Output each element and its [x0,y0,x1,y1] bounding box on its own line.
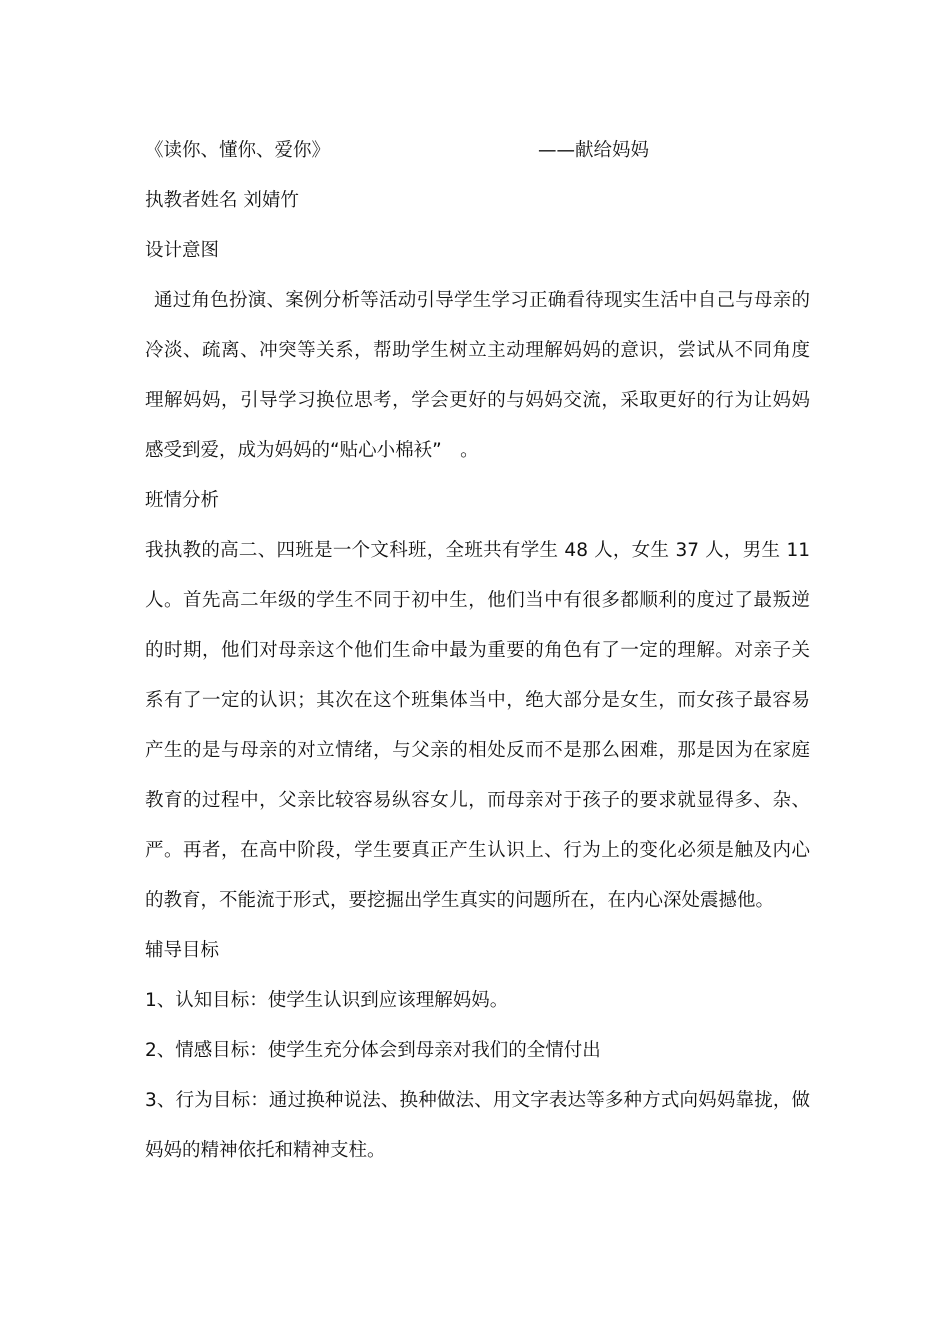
goal-item-cognitive: 1、认知目标：使学生认识到应该理解妈妈。 [145,990,509,1011]
design-intent-heading: 设计意图 [145,240,220,261]
goal-item-behavioral: 3、行为目标：通过换种说法、换种做法、用文字表达等多种方式向妈妈靠拢，做妈妈的精神依托和精神支柱。 [145,1090,810,1161]
class-analysis-heading: 班情分析 [145,490,220,511]
teacher-line: 执教者姓名 刘婧竹 [145,190,299,211]
class-analysis-body: 我执教的高二、四班是一个文科班，全班共有学生 48 人，女生 37 人，男生 11 人。首先高二年级的学生不同于初中生，他们当中有很多都顺利的度过了最叛逆的时期，他们对母亲这个他们生命中最为重要的角色有了一定的理解。对亲子关系有了一定的认识；其次在这个班集体当中，绝大部分是女生，而女孩子最容易产生的是与母亲的对立情绪，与父亲的相处反而不是那么困难，那是因为在家庭教育的过程中，父亲比较容易纵容女儿，而母亲对于孩子的要求就显得多、杂、严。再者，在高中阶段，学生要真正产生认识上、行为上的变化必须是触及内心的教育，不能流于形式，要挖掘出学生真实的问题所在，在内心深处震撼他。 [145,540,810,911]
document-dedication: ——献给妈妈 [538,140,650,161]
title-row [145,126,810,176]
document-title: 《读你、懂你、爱你》 [145,140,331,161]
goals-heading: 辅导目标 [145,940,220,961]
goal-item-emotional: 2、情感目标：使学生充分体会到母亲对我们的全情付出 [145,1040,601,1061]
design-intent-body: 通过角色扮演、案例分析等活动引导学生学习正确看待现实生活中自己与母亲的冷淡、疏离、冲突等关系，帮助学生树立主动理解妈妈的意识，尝试从不同角度理解妈妈，引导学习换位思考，学会更好的与妈妈交流，采取更好的行为让妈妈感受到爱，成为妈妈的“贴心小棉袄” 。 [145,290,810,461]
document-content [145,126,810,1176]
